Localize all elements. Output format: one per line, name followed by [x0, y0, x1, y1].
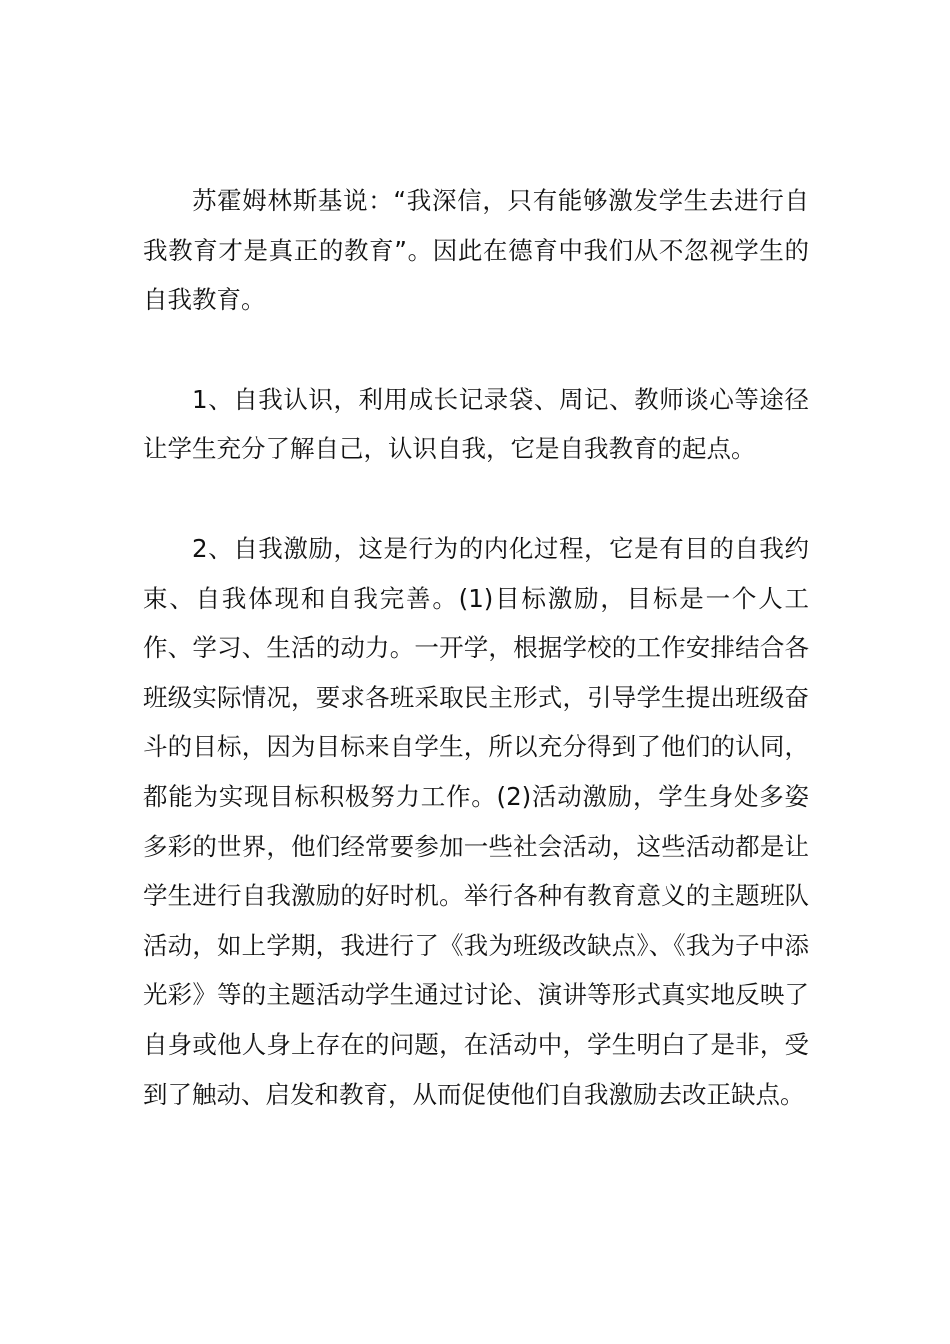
- paragraph-self-awareness: 1、自我认识，利用成长记录袋、周记、教师谈心等途径让学生充分了解自己，认识自我，它是自我教育的起点。: [143, 384, 809, 464]
- paragraph-intro: 苏霍姆林斯基说：“我深信，只有能够激发学生去进行自我教育才是真正的教育”。因此在德育中我们从不忽视学生的自我教育。: [143, 186, 809, 315]
- paragraph-spacer: [143, 474, 809, 524]
- paragraph-spacer: [143, 325, 809, 375]
- paragraph-self-motivation: 2、自我激励，这是行为的内化过程，它是有目的自我约束、自我体现和自我完善。(1)目标激励，目标是一个人工作、学习、生活的动力。一开学，根据学校的工作安排结合各班级实际情况，要求各班采取民主形式，引导学生提出班级奋斗的目标，因为目标来自学生，所以充分得到了他们的认同，都能为实现目标积极努力工作。(2)活动激励，学生身处多姿多彩的世界，他们经常要参加一些社会活动，这些活动都是让学生进行自我激励的好时机。举行各种有教育意义的主题班队活动，如上学期，我进行了《我为班级改缺点》、《我为子中添光彩》等的主题活动学生通过讨论、演讲等形式真实地反映了自身或他人身上存在的问题，在活动中，学生明白了是非，受到了触动、启发和教育，从而促使他们自我激励去改正缺点。: [143, 533, 809, 1109]
- document-body: [143, 176, 809, 1119]
